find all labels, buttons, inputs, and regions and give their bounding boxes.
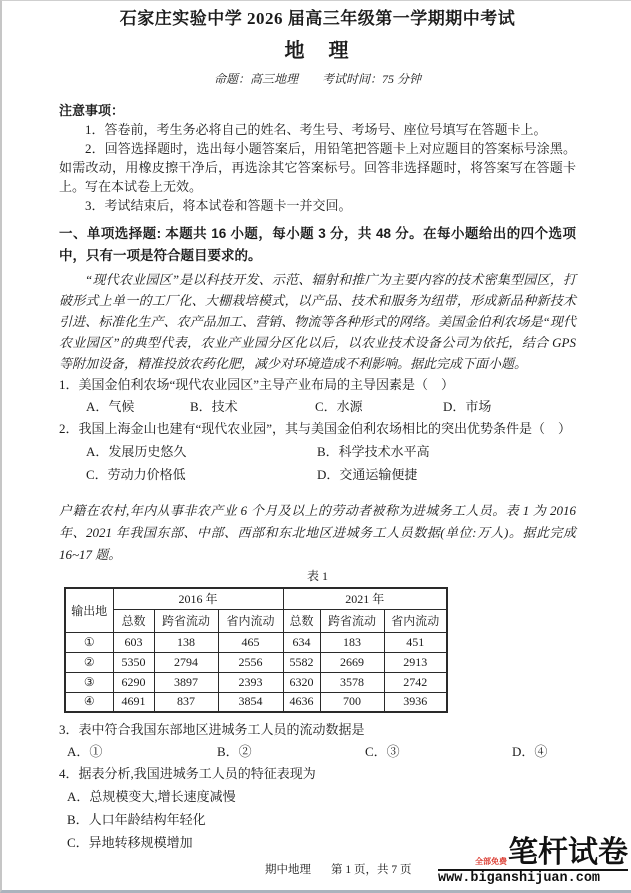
table-subheader: 总数 bbox=[113, 609, 154, 632]
watermark-brand-logo: 笔杆试卷 bbox=[508, 836, 628, 869]
table-cell: 634 bbox=[283, 632, 320, 652]
passage-migrant-workers: 户籍在农村,年内从事非农产业 6 个月及以上的劳动者被称为进城务工人员。表 1 为 2016 年、2021 年我国东部、中部、西部和东北地区进城务工人员数据(单位:万人)。据此完成 16~17 题。 bbox=[59, 503, 576, 562]
footer-page-number: 第 1 页，共 7 页 bbox=[331, 864, 412, 876]
table-caption: 表 1 bbox=[306, 569, 328, 583]
passage-modern-agriculture: “现代农业园区”是以科技开发、示范、辐射和推广为主要内容的技术密集型园区，打破形式上单一的工厂化、大棚栽培模式，以产品、技术和服务为纽带，形成新品种新技术引进、标准化生产、农产品加工、营销、物流等各种形式的网络。美国金伯利农场是“现代农业园区”的典型代表，农业产业园分区化以后，以农业技术设备公司为依托，结合 GPS 等附加设备，精准投放农药化肥，减少对环境造成不利影响。据此完成下面小题。 bbox=[59, 272, 576, 371]
q3-option-c: C．③ bbox=[365, 744, 400, 759]
question-3-options bbox=[59, 741, 576, 763]
question-2-options-row1 bbox=[59, 440, 576, 463]
table-cell: 2393 bbox=[218, 672, 283, 692]
table-cell: 4636 bbox=[283, 692, 320, 712]
table-corner-header: 输出地 bbox=[65, 588, 113, 632]
table-subheader: 总数 bbox=[283, 609, 320, 632]
table-cell: 2794 bbox=[154, 652, 218, 672]
table-cell: 138 bbox=[154, 632, 218, 652]
exam-title: 石家庄实验中学 2026 届高三年级第一学期期中考试 bbox=[119, 9, 516, 28]
section-one-heading: 一、单项选择题: 本题共 16 小题，每小题 3 分，共 48 分。在每小题给出的四个选项中，只有一项是符合题目要求的。 bbox=[59, 226, 576, 263]
row-label: ③ bbox=[65, 672, 113, 692]
watermark-logo-row bbox=[438, 838, 628, 871]
table-cell: 2913 bbox=[384, 652, 447, 672]
row-label: ④ bbox=[65, 692, 113, 712]
notice-item-1: 1．答卷前，考生务必将自己的姓名、考生号、考场号、座位号填写在答题卡上。 bbox=[85, 122, 547, 137]
q1-option-c: C．水源 bbox=[315, 399, 363, 414]
question-1-stem: 1．美国金伯利农场“现代农业园区”主导产业布局的主导因素是（ ） bbox=[59, 377, 455, 392]
notice-item-2: 2．回答选择题时，选出每小题答案后，用铅笔把答题卡上对应题目的答案标号涂黑。如需改动，用橡皮擦干净后，再选涂其它答案标号。回答非选择题时，将答案写在答题卡上。写在本试卷上无效。 bbox=[59, 141, 576, 194]
table-year-2016: 2016 年 bbox=[113, 588, 283, 609]
q4-option-c: C．异地转移规模增加 bbox=[67, 835, 193, 850]
table-cell: 2742 bbox=[384, 672, 447, 692]
table-year-2021: 2021 年 bbox=[283, 588, 447, 609]
table-cell: 183 bbox=[320, 632, 384, 652]
table-cell: 700 bbox=[320, 692, 384, 712]
watermark-url: www.biganshijuan.com bbox=[438, 871, 601, 886]
notice-item-3: 3．考试结束后，将本试卷和答题卡一并交回。 bbox=[85, 198, 352, 213]
table-row bbox=[65, 632, 447, 652]
subject-title: 地 理 bbox=[284, 40, 351, 62]
table-cell: 6320 bbox=[283, 672, 320, 692]
table-cell: 603 bbox=[113, 632, 154, 652]
table-cell: 3897 bbox=[154, 672, 218, 692]
question-1-options bbox=[59, 396, 576, 418]
q1-option-d: D．市场 bbox=[443, 399, 492, 414]
watermark-free-tag: 全部免费 bbox=[475, 857, 507, 866]
q1-option-b: B．技术 bbox=[190, 399, 238, 414]
table-cell: 4691 bbox=[113, 692, 154, 712]
table-subheader-row bbox=[65, 609, 447, 632]
table-subheader: 跨省流动 bbox=[320, 609, 384, 632]
q2-option-c: C．劳动力价格低 bbox=[86, 467, 186, 482]
table-subheader: 省内流动 bbox=[218, 609, 283, 632]
q3-option-b: B．② bbox=[217, 744, 252, 759]
q2-option-a: A．发展历史悠久 bbox=[86, 444, 187, 459]
q4-option-b: B．人口年龄结构年轻化 bbox=[67, 812, 206, 827]
table-cell: 3854 bbox=[218, 692, 283, 712]
question-2-options-row2 bbox=[59, 463, 576, 486]
table-cell: 465 bbox=[218, 632, 283, 652]
table-subheader: 省内流动 bbox=[384, 609, 447, 632]
question-4-stem: 4．据表分析,我国进城务工人员的特征表现为 bbox=[59, 766, 316, 781]
q3-option-a: A．① bbox=[67, 744, 103, 759]
table-year-header-row bbox=[65, 588, 447, 609]
table-cell: 5350 bbox=[113, 652, 154, 672]
q4-option-a: A．总规模变大,增长速度减慢 bbox=[67, 789, 236, 804]
row-label: ② bbox=[65, 652, 113, 672]
table-cell: 2669 bbox=[320, 652, 384, 672]
table-row bbox=[65, 692, 447, 712]
table-cell: 3936 bbox=[384, 692, 447, 712]
publisher-watermark bbox=[438, 838, 628, 887]
q1-option-a: A．气候 bbox=[86, 399, 135, 414]
table-cell: 837 bbox=[154, 692, 218, 712]
table-cell: 451 bbox=[384, 632, 447, 652]
table-row bbox=[65, 652, 447, 672]
question-2-stem: 2．我国上海金山也建有“现代农业园”，其与美国金伯利农场相比的突出优势条件是（ ） bbox=[59, 421, 572, 436]
exam-meta-line: 命题：高三地理 考试时间：75 分钟 bbox=[213, 72, 421, 86]
page-footer bbox=[265, 861, 412, 877]
page-content bbox=[2, 1, 631, 854]
footer-doc-label: 期中地理 bbox=[265, 864, 311, 876]
migration-data-table bbox=[64, 587, 448, 713]
table-cell: 3578 bbox=[320, 672, 384, 692]
table-row bbox=[65, 672, 447, 692]
table-cell: 6290 bbox=[113, 672, 154, 692]
q2-option-b: B．科学技术水平高 bbox=[317, 444, 430, 459]
question-3-stem: 3．表中符合我国东部地区进城务工人员的流动数据是 bbox=[59, 722, 365, 737]
table-subheader: 跨省流动 bbox=[154, 609, 218, 632]
table-cell: 5582 bbox=[283, 652, 320, 672]
row-label: ① bbox=[65, 632, 113, 652]
table-cell: 2556 bbox=[218, 652, 283, 672]
q2-option-d: D．交通运输便捷 bbox=[317, 467, 418, 482]
q3-option-d: D．④ bbox=[512, 744, 548, 759]
notice-heading: 注意事项： bbox=[59, 103, 125, 118]
